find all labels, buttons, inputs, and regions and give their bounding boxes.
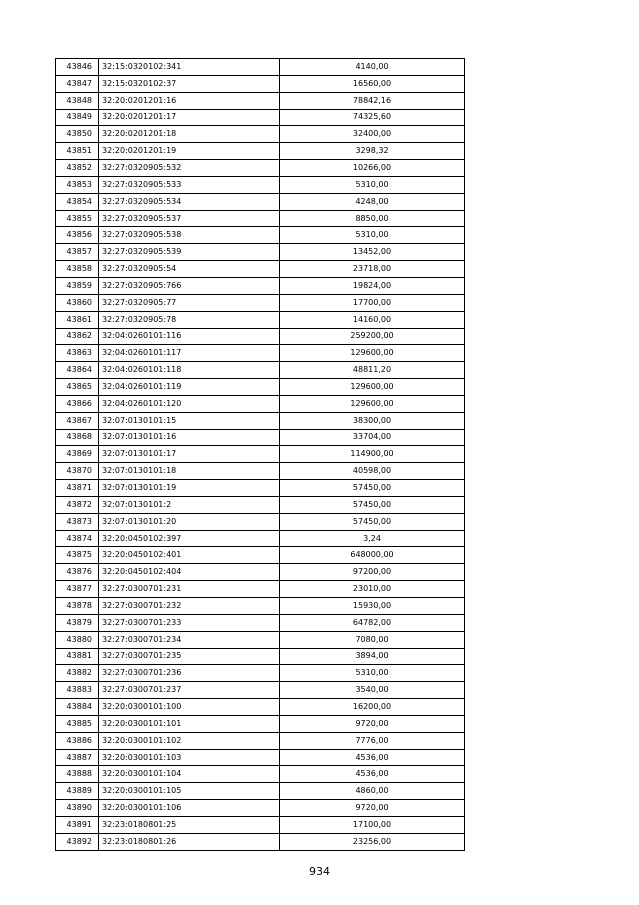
row-number-cell: 43881	[56, 648, 99, 665]
cadastral-number-cell: 32:20:0201201:19	[99, 143, 280, 160]
table-row	[56, 328, 465, 345]
cadastral-number-cell: 32:20:0450102:397	[99, 530, 280, 547]
cadastral-number-cell: 32:27:0320905:766	[99, 277, 280, 294]
row-number-cell: 43853	[56, 176, 99, 193]
value-cell: 9720,00	[280, 715, 465, 732]
value-cell: 14160,00	[280, 311, 465, 328]
row-number-cell: 43869	[56, 446, 99, 463]
row-number-cell: 43887	[56, 749, 99, 766]
cadastral-number-cell: 32:20:0450102:401	[99, 547, 280, 564]
cadastral-number-cell: 32:15:0320102:37	[99, 75, 280, 92]
row-number-cell: 43878	[56, 598, 99, 615]
row-number-cell: 43885	[56, 715, 99, 732]
cadastral-number-cell: 32:27:0320905:538	[99, 227, 280, 244]
value-cell: 16560,00	[280, 75, 465, 92]
value-cell: 38300,00	[280, 412, 465, 429]
table-row	[56, 699, 465, 716]
value-cell: 3,24	[280, 530, 465, 547]
row-number-cell: 43873	[56, 513, 99, 530]
row-number-cell: 43864	[56, 362, 99, 379]
row-number-cell: 43859	[56, 277, 99, 294]
value-cell: 4536,00	[280, 766, 465, 783]
value-cell: 4860,00	[280, 783, 465, 800]
table-row	[56, 732, 465, 749]
value-cell: 74325,60	[280, 109, 465, 126]
page-number: 934	[309, 865, 330, 878]
cadastral-number-cell: 32:07:0130101:19	[99, 480, 280, 497]
table-row	[56, 496, 465, 513]
value-cell: 3540,00	[280, 682, 465, 699]
cadastral-number-cell: 32:04:0260101:116	[99, 328, 280, 345]
cadastral-number-cell: 32:07:0130101:2	[99, 496, 280, 513]
cadastral-number-cell: 32:27:0320905:539	[99, 244, 280, 261]
table-row	[56, 109, 465, 126]
row-number-cell: 43883	[56, 682, 99, 699]
table-row	[56, 429, 465, 446]
table-row	[56, 244, 465, 261]
cadastral-number-cell: 32:07:0130101:18	[99, 463, 280, 480]
value-cell: 97200,00	[280, 564, 465, 581]
cadastral-number-cell: 32:27:0320905:77	[99, 294, 280, 311]
table-row	[56, 277, 465, 294]
value-cell: 5310,00	[280, 176, 465, 193]
value-cell: 16200,00	[280, 699, 465, 716]
table-row	[56, 345, 465, 362]
row-number-cell: 43888	[56, 766, 99, 783]
row-number-cell: 43848	[56, 92, 99, 109]
cadastral-number-cell: 32:07:0130101:15	[99, 412, 280, 429]
value-cell: 4248,00	[280, 193, 465, 210]
cadastral-number-cell: 32:27:0320905:534	[99, 193, 280, 210]
table-row	[56, 446, 465, 463]
value-cell: 5310,00	[280, 227, 465, 244]
table-row	[56, 682, 465, 699]
table-row	[56, 547, 465, 564]
row-number-cell: 43889	[56, 783, 99, 800]
cadastral-number-cell: 32:04:0260101:117	[99, 345, 280, 362]
value-cell: 7776,00	[280, 732, 465, 749]
value-cell: 114900,00	[280, 446, 465, 463]
table-row	[56, 261, 465, 278]
cadastral-number-cell: 32:07:0130101:17	[99, 446, 280, 463]
value-cell: 648000,00	[280, 547, 465, 564]
cadastral-number-cell: 32:27:0300701:231	[99, 581, 280, 598]
table-row	[56, 631, 465, 648]
table-row	[56, 480, 465, 497]
value-cell: 5310,00	[280, 665, 465, 682]
cadastral-number-cell: 32:27:0300701:236	[99, 665, 280, 682]
cadastral-number-cell: 32:04:0260101:119	[99, 379, 280, 396]
row-number-cell: 43876	[56, 564, 99, 581]
value-cell: 17100,00	[280, 816, 465, 833]
table-row	[56, 715, 465, 732]
row-number-cell: 43880	[56, 631, 99, 648]
table-row	[56, 833, 465, 850]
cadastral-number-cell: 32:27:0300701:233	[99, 614, 280, 631]
row-number-cell: 43866	[56, 395, 99, 412]
row-number-cell: 43891	[56, 816, 99, 833]
value-cell: 7080,00	[280, 631, 465, 648]
value-cell: 17700,00	[280, 294, 465, 311]
table-row	[56, 412, 465, 429]
value-cell: 57450,00	[280, 513, 465, 530]
value-cell: 40598,00	[280, 463, 465, 480]
cadastral-number-cell: 32:15:0320102:341	[99, 59, 280, 76]
value-cell: 33704,00	[280, 429, 465, 446]
cadastral-number-cell: 32:27:0320905:54	[99, 261, 280, 278]
value-cell: 13452,00	[280, 244, 465, 261]
table-row	[56, 379, 465, 396]
value-cell: 8850,00	[280, 210, 465, 227]
value-cell: 129600,00	[280, 379, 465, 396]
row-number-cell: 43857	[56, 244, 99, 261]
row-number-cell: 43860	[56, 294, 99, 311]
table-row	[56, 160, 465, 177]
table-row	[56, 143, 465, 160]
cadastral-number-cell: 32:20:0300101:104	[99, 766, 280, 783]
row-number-cell: 43872	[56, 496, 99, 513]
data-table	[55, 58, 465, 851]
row-number-cell: 43877	[56, 581, 99, 598]
row-number-cell: 43847	[56, 75, 99, 92]
row-number-cell: 43868	[56, 429, 99, 446]
table-row	[56, 665, 465, 682]
table-row	[56, 749, 465, 766]
table-row	[56, 176, 465, 193]
table-row	[56, 581, 465, 598]
table-row	[56, 210, 465, 227]
cadastral-number-cell: 32:07:0130101:16	[99, 429, 280, 446]
table-row	[56, 92, 465, 109]
value-cell: 3894,00	[280, 648, 465, 665]
row-number-cell: 43886	[56, 732, 99, 749]
row-number-cell: 43892	[56, 833, 99, 850]
cadastral-number-cell: 32:20:0201201:16	[99, 92, 280, 109]
table-row	[56, 311, 465, 328]
row-number-cell: 43858	[56, 261, 99, 278]
cadastral-number-cell: 32:20:0300101:105	[99, 783, 280, 800]
cadastral-number-cell: 32:20:0450102:404	[99, 564, 280, 581]
value-cell: 9720,00	[280, 800, 465, 817]
table-row	[56, 75, 465, 92]
row-number-cell: 43852	[56, 160, 99, 177]
cadastral-number-cell: 32:04:0260101:118	[99, 362, 280, 379]
cadastral-number-cell: 32:23:0180801:25	[99, 816, 280, 833]
value-cell: 78842,16	[280, 92, 465, 109]
value-cell: 23010,00	[280, 581, 465, 598]
table-row	[56, 193, 465, 210]
cadastral-number-cell: 32:20:0201201:18	[99, 126, 280, 143]
table-row	[56, 294, 465, 311]
table-row	[56, 648, 465, 665]
table-row	[56, 564, 465, 581]
table-row	[56, 614, 465, 631]
cadastral-number-cell: 32:20:0300101:100	[99, 699, 280, 716]
row-number-cell: 43854	[56, 193, 99, 210]
table-row	[56, 227, 465, 244]
row-number-cell: 43882	[56, 665, 99, 682]
row-number-cell: 43855	[56, 210, 99, 227]
value-cell: 19824,00	[280, 277, 465, 294]
table-row	[56, 395, 465, 412]
row-number-cell: 43862	[56, 328, 99, 345]
row-number-cell: 43870	[56, 463, 99, 480]
value-cell: 129600,00	[280, 395, 465, 412]
value-cell: 57450,00	[280, 480, 465, 497]
cadastral-number-cell: 32:07:0130101:20	[99, 513, 280, 530]
table-row	[56, 513, 465, 530]
table-row	[56, 783, 465, 800]
value-cell: 259200,00	[280, 328, 465, 345]
cadastral-number-cell: 32:27:0300701:232	[99, 598, 280, 615]
row-number-cell: 43879	[56, 614, 99, 631]
value-cell: 48811,20	[280, 362, 465, 379]
table-row	[56, 463, 465, 480]
table-row	[56, 766, 465, 783]
cadastral-number-cell: 32:27:0320905:532	[99, 160, 280, 177]
row-number-cell: 43863	[56, 345, 99, 362]
table-row	[56, 362, 465, 379]
row-number-cell: 43856	[56, 227, 99, 244]
value-cell: 57450,00	[280, 496, 465, 513]
cadastral-number-cell: 32:20:0300101:103	[99, 749, 280, 766]
table-row	[56, 800, 465, 817]
cadastral-number-cell: 32:27:0320905:537	[99, 210, 280, 227]
value-cell: 129600,00	[280, 345, 465, 362]
data-table-body	[56, 59, 465, 851]
value-cell: 3298,32	[280, 143, 465, 160]
value-cell: 4536,00	[280, 749, 465, 766]
cadastral-number-cell: 32:04:0260101:120	[99, 395, 280, 412]
cadastral-number-cell: 32:23:0180801:26	[99, 833, 280, 850]
row-number-cell: 43884	[56, 699, 99, 716]
row-number-cell: 43861	[56, 311, 99, 328]
cadastral-number-cell: 32:27:0300701:234	[99, 631, 280, 648]
row-number-cell: 43846	[56, 59, 99, 76]
row-number-cell: 43849	[56, 109, 99, 126]
cadastral-number-cell: 32:27:0300701:237	[99, 682, 280, 699]
cadastral-number-cell: 32:27:0320905:78	[99, 311, 280, 328]
value-cell: 15930,00	[280, 598, 465, 615]
row-number-cell: 43890	[56, 800, 99, 817]
row-number-cell: 43871	[56, 480, 99, 497]
value-cell: 23718,00	[280, 261, 465, 278]
cadastral-number-cell: 32:20:0300101:101	[99, 715, 280, 732]
table-row	[56, 59, 465, 76]
row-number-cell: 43851	[56, 143, 99, 160]
value-cell: 32400,00	[280, 126, 465, 143]
cadastral-number-cell: 32:20:0300101:106	[99, 800, 280, 817]
table-row	[56, 126, 465, 143]
row-number-cell: 43867	[56, 412, 99, 429]
table-row	[56, 816, 465, 833]
value-cell: 64782,00	[280, 614, 465, 631]
row-number-cell: 43850	[56, 126, 99, 143]
value-cell: 23256,00	[280, 833, 465, 850]
cadastral-number-cell: 32:27:0320905:533	[99, 176, 280, 193]
value-cell: 4140,00	[280, 59, 465, 76]
cadastral-number-cell: 32:20:0201201:17	[99, 109, 280, 126]
value-cell: 10266,00	[280, 160, 465, 177]
row-number-cell: 43865	[56, 379, 99, 396]
cadastral-number-cell: 32:27:0300701:235	[99, 648, 280, 665]
table-row	[56, 598, 465, 615]
row-number-cell: 43874	[56, 530, 99, 547]
cadastral-number-cell: 32:20:0300101:102	[99, 732, 280, 749]
row-number-cell: 43875	[56, 547, 99, 564]
table-row	[56, 530, 465, 547]
